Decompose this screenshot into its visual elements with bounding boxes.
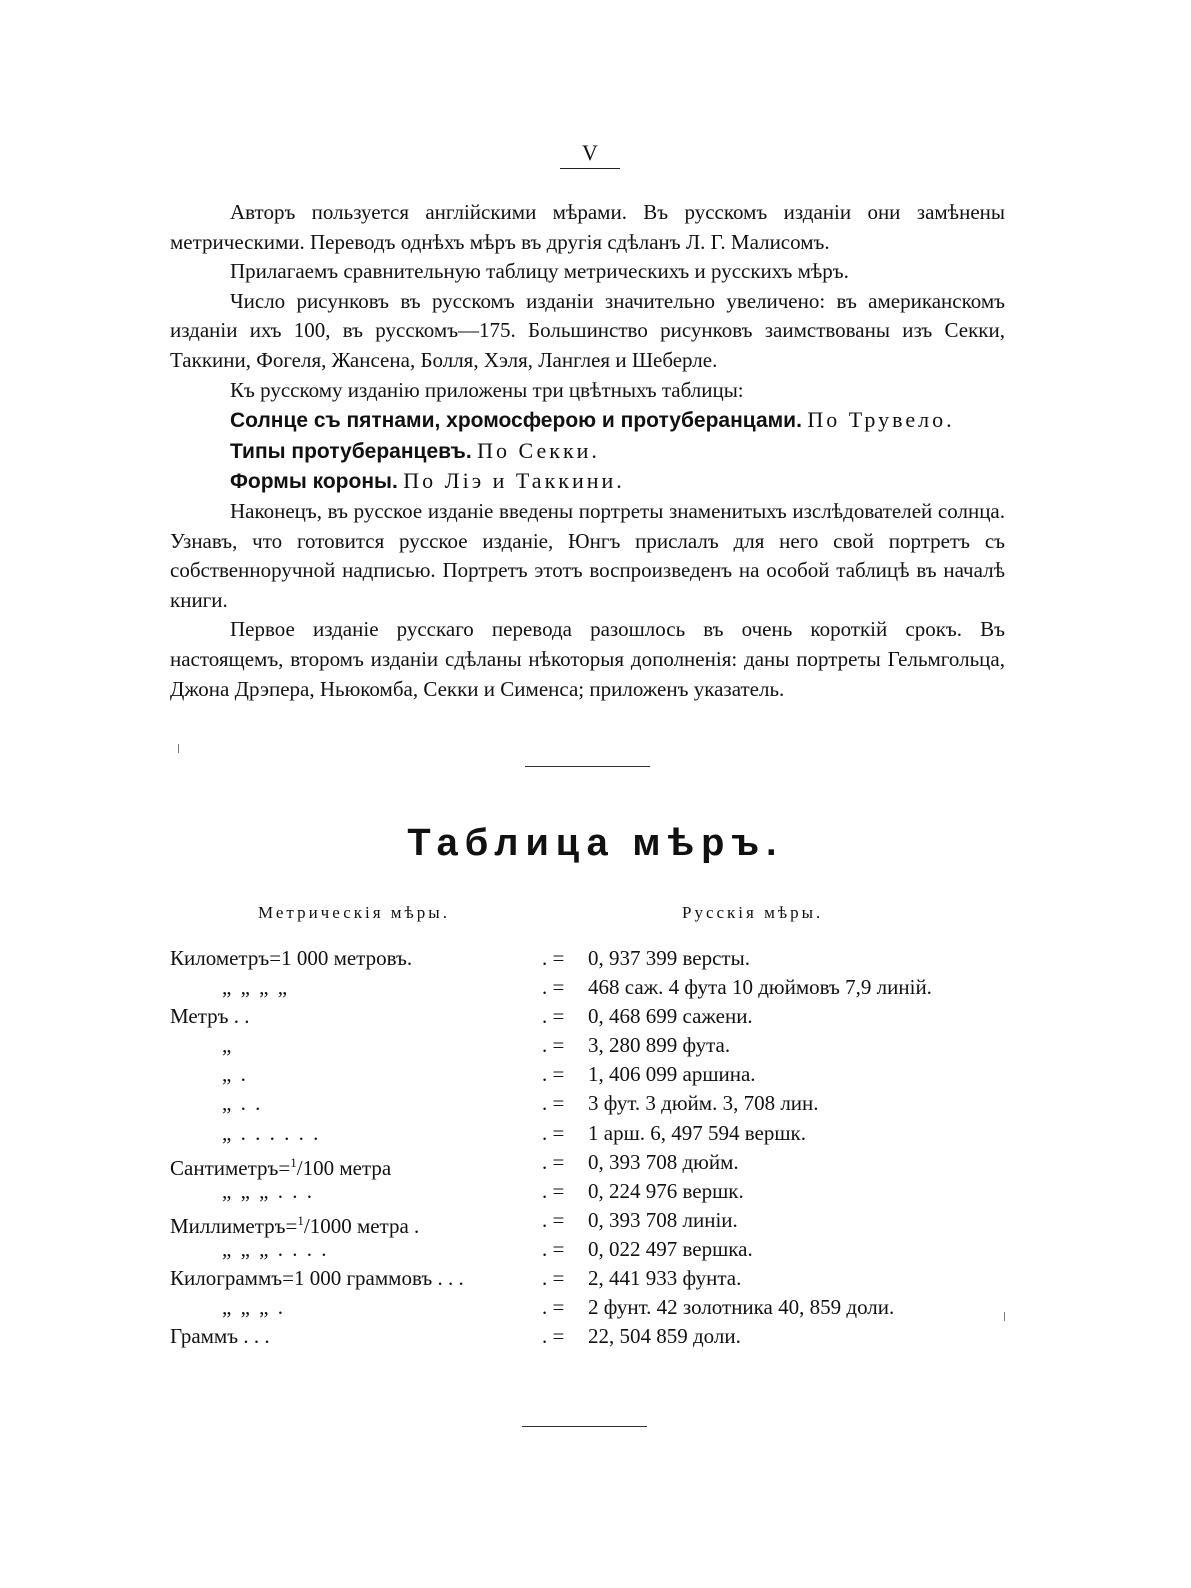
russian-equivalent: 1, 406 099 аршина. [588,1062,756,1087]
equals-mark: . = [542,1266,565,1291]
color-plates-list [170,405,1005,497]
section-divider [525,766,650,767]
russian-equivalent: 0, 468 699 сажени. [588,1004,753,1029]
paragraph-portraits: Наконецъ, въ русское изданіе введены портреты знаменитыхъ изслѣдователей солнца. Узнавъ, что готовится русское изданіе, Юнгъ прислалъ для него свой портретъ съ собственноручной надписью. Портретъ этотъ воспроизведенъ на особой таблицѣ въ началѣ книги. [170,498,1005,612]
table-row [170,1119,1010,1148]
fraction-numerator: 1 [297,1212,304,1228]
metric-unit: „ . [222,1062,248,1087]
measures-table [170,944,1010,1351]
metric-unit: „ „ „ . [222,1295,285,1320]
table-row [170,1031,1010,1060]
print-speck [1004,1312,1005,1321]
page-number: V [560,140,620,169]
metric-column-heading: Метрическія мѣры. [258,903,450,922]
plate-title: Формы короны. [230,470,398,494]
plate-credit: По Ліэ и Таккини. [403,468,625,494]
metric-unit: Граммъ . . . [170,1324,270,1349]
equals-mark: . = [542,1295,565,1320]
russian-equivalent: 2 фунт. 42 золотника 40, 859 доли. [588,1295,895,1320]
table-row [170,1264,1010,1293]
russian-equivalent: 2, 441 933 фунта. [588,1266,742,1291]
plate-credit: По Секки. [477,437,600,463]
metric-unit-name: Миллиметръ= [170,1213,298,1238]
table-row [170,1235,1010,1264]
equals-mark: . = [542,1120,565,1145]
fraction-numerator: 1 [290,1154,297,1170]
plate-item [170,436,1005,467]
paragraph-illustrations: Число рисунковъ въ русскомъ изданіи значительно увеличено: въ американскомъ изданіи ихъ 100, въ русскомъ—175. Большинство рисунковъ заимствованы изъ Секки, Таккини, Фогеля, Жансена, Болля, Хэля, Ланглея и Шеберле. [170,288,1005,372]
metric-unit: Километръ=1 000 метровъ. [170,946,413,970]
equals-mark: . = [542,975,565,1000]
equals-mark: . = [542,1178,565,1203]
plate-item [170,405,1005,436]
table-row [170,1293,1010,1322]
paragraph-color-plates: Къ русскому изданію приложены три цвѣтныхъ таблицы: [230,377,744,402]
table-row [170,1322,1010,1351]
russian-equivalent: 468 саж. 4 фута 10 дюймовъ 7,9 линій. [588,975,932,1000]
russian-equivalent: 0, 393 708 дюйм. [588,1149,739,1174]
metric-unit: „ . . [222,1091,263,1116]
print-speck [178,744,179,753]
equals-mark: . = [542,1207,565,1232]
table-row [170,1002,1010,1031]
equals-mark: . = [542,1324,565,1349]
equals-mark: . = [542,1004,565,1029]
equals-mark: . = [542,1033,565,1058]
table-row [170,1089,1010,1118]
metric-unit: „ . . . . . . [222,1120,321,1145]
preface-section [170,198,1005,704]
equals-mark: . = [542,1091,565,1116]
plate-title: Солнце съ пятнами, хромосферою и протуберанцами. [230,409,802,433]
measures-table-title: Таблица мѣръ. [407,822,784,864]
metric-unit: Килограммъ=1 000 граммовъ . . . [170,1266,464,1291]
fraction-denominator: /1000 метра . [303,1213,420,1238]
paragraph-second-edition: Первое изданіе русскаго перевода разошлось въ очень короткій срокъ. Въ настоящемъ, второмъ изданіи сдѣланы нѣкоторыя дополненія: даны портреты Гельмгольца, Джона Дрэпера, Ньюкомба, Секки и Сименса; приложенъ указатель. [170,617,1005,701]
table-row [170,944,1010,973]
end-divider [522,1426,647,1427]
metric-unit: „ „ „ „ [222,975,290,1000]
russian-equivalent: 22, 504 859 доли. [588,1324,741,1349]
russian-column-heading: Русскія мѣры. [682,903,824,922]
plate-title: Типы протуберанцевъ. [230,439,472,463]
table-row [170,973,1010,1002]
table-row [170,1206,1010,1238]
metric-unit-name: Сантиметръ= [170,1155,291,1180]
russian-equivalent: 0, 937 399 версты. [588,946,750,970]
plate-item [170,466,1005,497]
paragraph-measures-note: Авторъ пользуется англійскими мѣрами. Въ русскомъ изданіи они замѣнены метрическими. Переводъ однѣхъ мѣръ въ другія сдѣланъ Л. Г. Малисомъ. [170,200,1005,254]
plate-credit: По Трувело. [807,407,955,433]
table-row [170,1060,1010,1089]
russian-equivalent: 0, 393 708 линіи. [588,1207,738,1232]
metric-unit: „ „ „ . . . . [222,1236,329,1261]
equals-mark: . = [542,1062,565,1087]
table-row [170,1148,1010,1180]
equals-mark: . = [542,1236,565,1261]
russian-equivalent: 0, 224 976 вершк. [588,1178,744,1203]
russian-equivalent: 3 фут. 3 дюйм. 3, 708 лин. [588,1091,819,1116]
table-row [170,1177,1010,1206]
russian-equivalent: 0, 022 497 вершка. [588,1236,753,1261]
russian-equivalent: 3, 280 899 фута. [588,1033,731,1058]
equals-mark: . = [542,946,565,970]
equals-mark: . = [542,1149,565,1174]
paragraph-comparison-table: Прилагаемъ сравнительную таблицу метрическихъ и русскихъ мѣръ. [230,259,849,284]
metric-unit: „ „ „ . . . [222,1178,314,1203]
metric-unit: „ [222,1033,234,1058]
russian-equivalent: 1 арш. 6, 497 594 вершк. [588,1120,806,1145]
fraction-denominator: /100 метра [296,1155,392,1180]
metric-unit: Метръ . . [170,1004,250,1029]
